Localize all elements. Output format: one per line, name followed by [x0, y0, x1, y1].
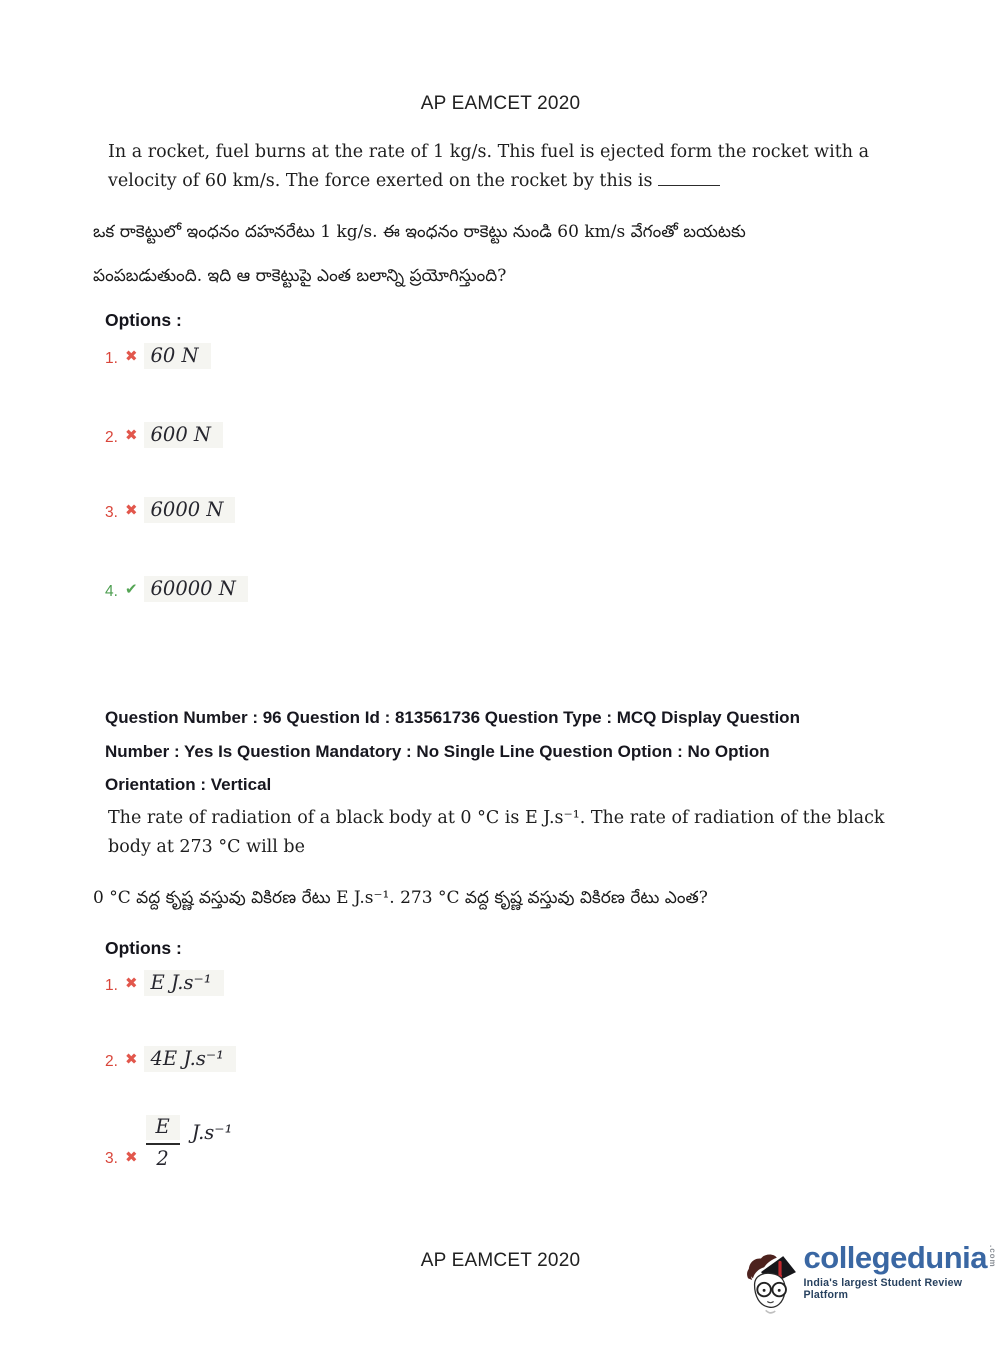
q96-telugu-line: 0 °C వద్ద కృష్ణ వస్తువు వికిరణ రేటు E J.s⁻¹. 273 °C వద్ద కృష్ణ వస్తువు వికిరణ రేటు ఎంత?: [93, 888, 708, 908]
option-value: 60 N: [144, 343, 211, 369]
q96-english-line-1: The rate of radiation of a black body at 0 °C is E J.s⁻¹. The rate of radiation of the black: [108, 808, 885, 828]
fill-in-blank-line: [658, 172, 720, 186]
q95-option-3: [105, 497, 235, 523]
q96-option-1: [105, 970, 224, 996]
fraction-denominator: 2: [156, 1147, 169, 1170]
q95-english-line-2: [108, 167, 869, 196]
wrong-cross-icon: ✖: [124, 975, 138, 992]
logo-brand-text: collegedunia: [803, 1240, 987, 1275]
q95-telugu-line-1: ఒక రాకెట్టులో ఇంధనం దహనరేటు 1 kg/s. ఈ ఇంధనం రాకెట్టు నుండి 60 km/s వేగంతో బయటకు: [93, 222, 746, 242]
option-number: 1.: [105, 977, 118, 994]
option-number: 4.: [105, 583, 118, 600]
option-value: 4E J.s⁻¹: [144, 1046, 236, 1072]
option-marker: [105, 1148, 146, 1168]
q95-option-2: [105, 422, 223, 448]
logo-text-block: [803, 1240, 997, 1301]
q96-meta-line-3: Orientation : Vertical: [105, 775, 272, 794]
q95-option-1: [105, 343, 211, 369]
option-value: E J.s⁻¹: [144, 970, 224, 996]
q96-option-3: [105, 1115, 232, 1170]
footer-title: AP EAMCET 2020: [420, 1250, 581, 1271]
option-number: 2.: [105, 429, 118, 446]
page-title: AP EAMCET 2020: [420, 93, 581, 114]
fraction-expression: [146, 1115, 180, 1170]
option-number: 3.: [105, 1150, 118, 1167]
wrong-cross-icon: ✖: [124, 427, 138, 444]
q96-meta-line-2: Number : Yes Is Question Mandatory : No Single Line Question Option : No Option: [105, 741, 770, 761]
q96-metadata: [105, 701, 800, 802]
q96-meta-line-1: Question Number : 96 Question Id : 813561736 Question Type : MCQ Display Question: [105, 708, 800, 727]
collegedunia-mascot-icon: [745, 1243, 798, 1325]
fraction-numerator: E: [146, 1115, 180, 1140]
option-value: 60000 N: [144, 576, 248, 602]
fraction-suffix: J.s⁻¹: [191, 1121, 233, 1144]
logo-tld-text: .com: [988, 1245, 997, 1268]
wrong-cross-icon: ✖: [124, 348, 138, 365]
option-number: 3.: [105, 504, 118, 521]
wrong-cross-icon: ✖: [124, 502, 138, 519]
option-number: 1.: [105, 350, 118, 367]
q96-english-text: [108, 804, 885, 862]
correct-check-icon: ✔: [124, 581, 138, 598]
q96-options-label: Options :: [105, 938, 182, 958]
q96-english-line-2: body at 273 °C will be: [108, 837, 305, 857]
q95-english-line-2-text: velocity of 60 km/s. The force exerted on the rocket by this is: [108, 171, 653, 191]
q95-telugu-line-2: పంపబడుతుంది. ఇది ఆ రాకెట్టుపై ఎంత బలాన్ని ప్రయోగిస్తుంది?: [93, 266, 507, 286]
q95-english-text: [108, 138, 869, 196]
option-value: 600 N: [144, 422, 223, 448]
option-number: 2.: [105, 1053, 118, 1070]
wrong-cross-icon: ✖: [124, 1051, 138, 1068]
q95-option-4: [105, 576, 248, 602]
q95-english-line-1: In a rocket, fuel burns at the rate of 1 kg/s. This fuel is ejected form the rocket with a: [108, 142, 870, 162]
wrong-cross-icon: ✖: [124, 1149, 138, 1166]
option-value: 6000 N: [144, 497, 236, 523]
logo-tagline: India's largest Student Review Platform: [803, 1277, 963, 1301]
collegedunia-logo: [745, 1240, 997, 1325]
q95-options-label: Options :: [105, 310, 182, 330]
q96-option-2: [105, 1046, 236, 1072]
fraction-bar: [146, 1143, 180, 1145]
